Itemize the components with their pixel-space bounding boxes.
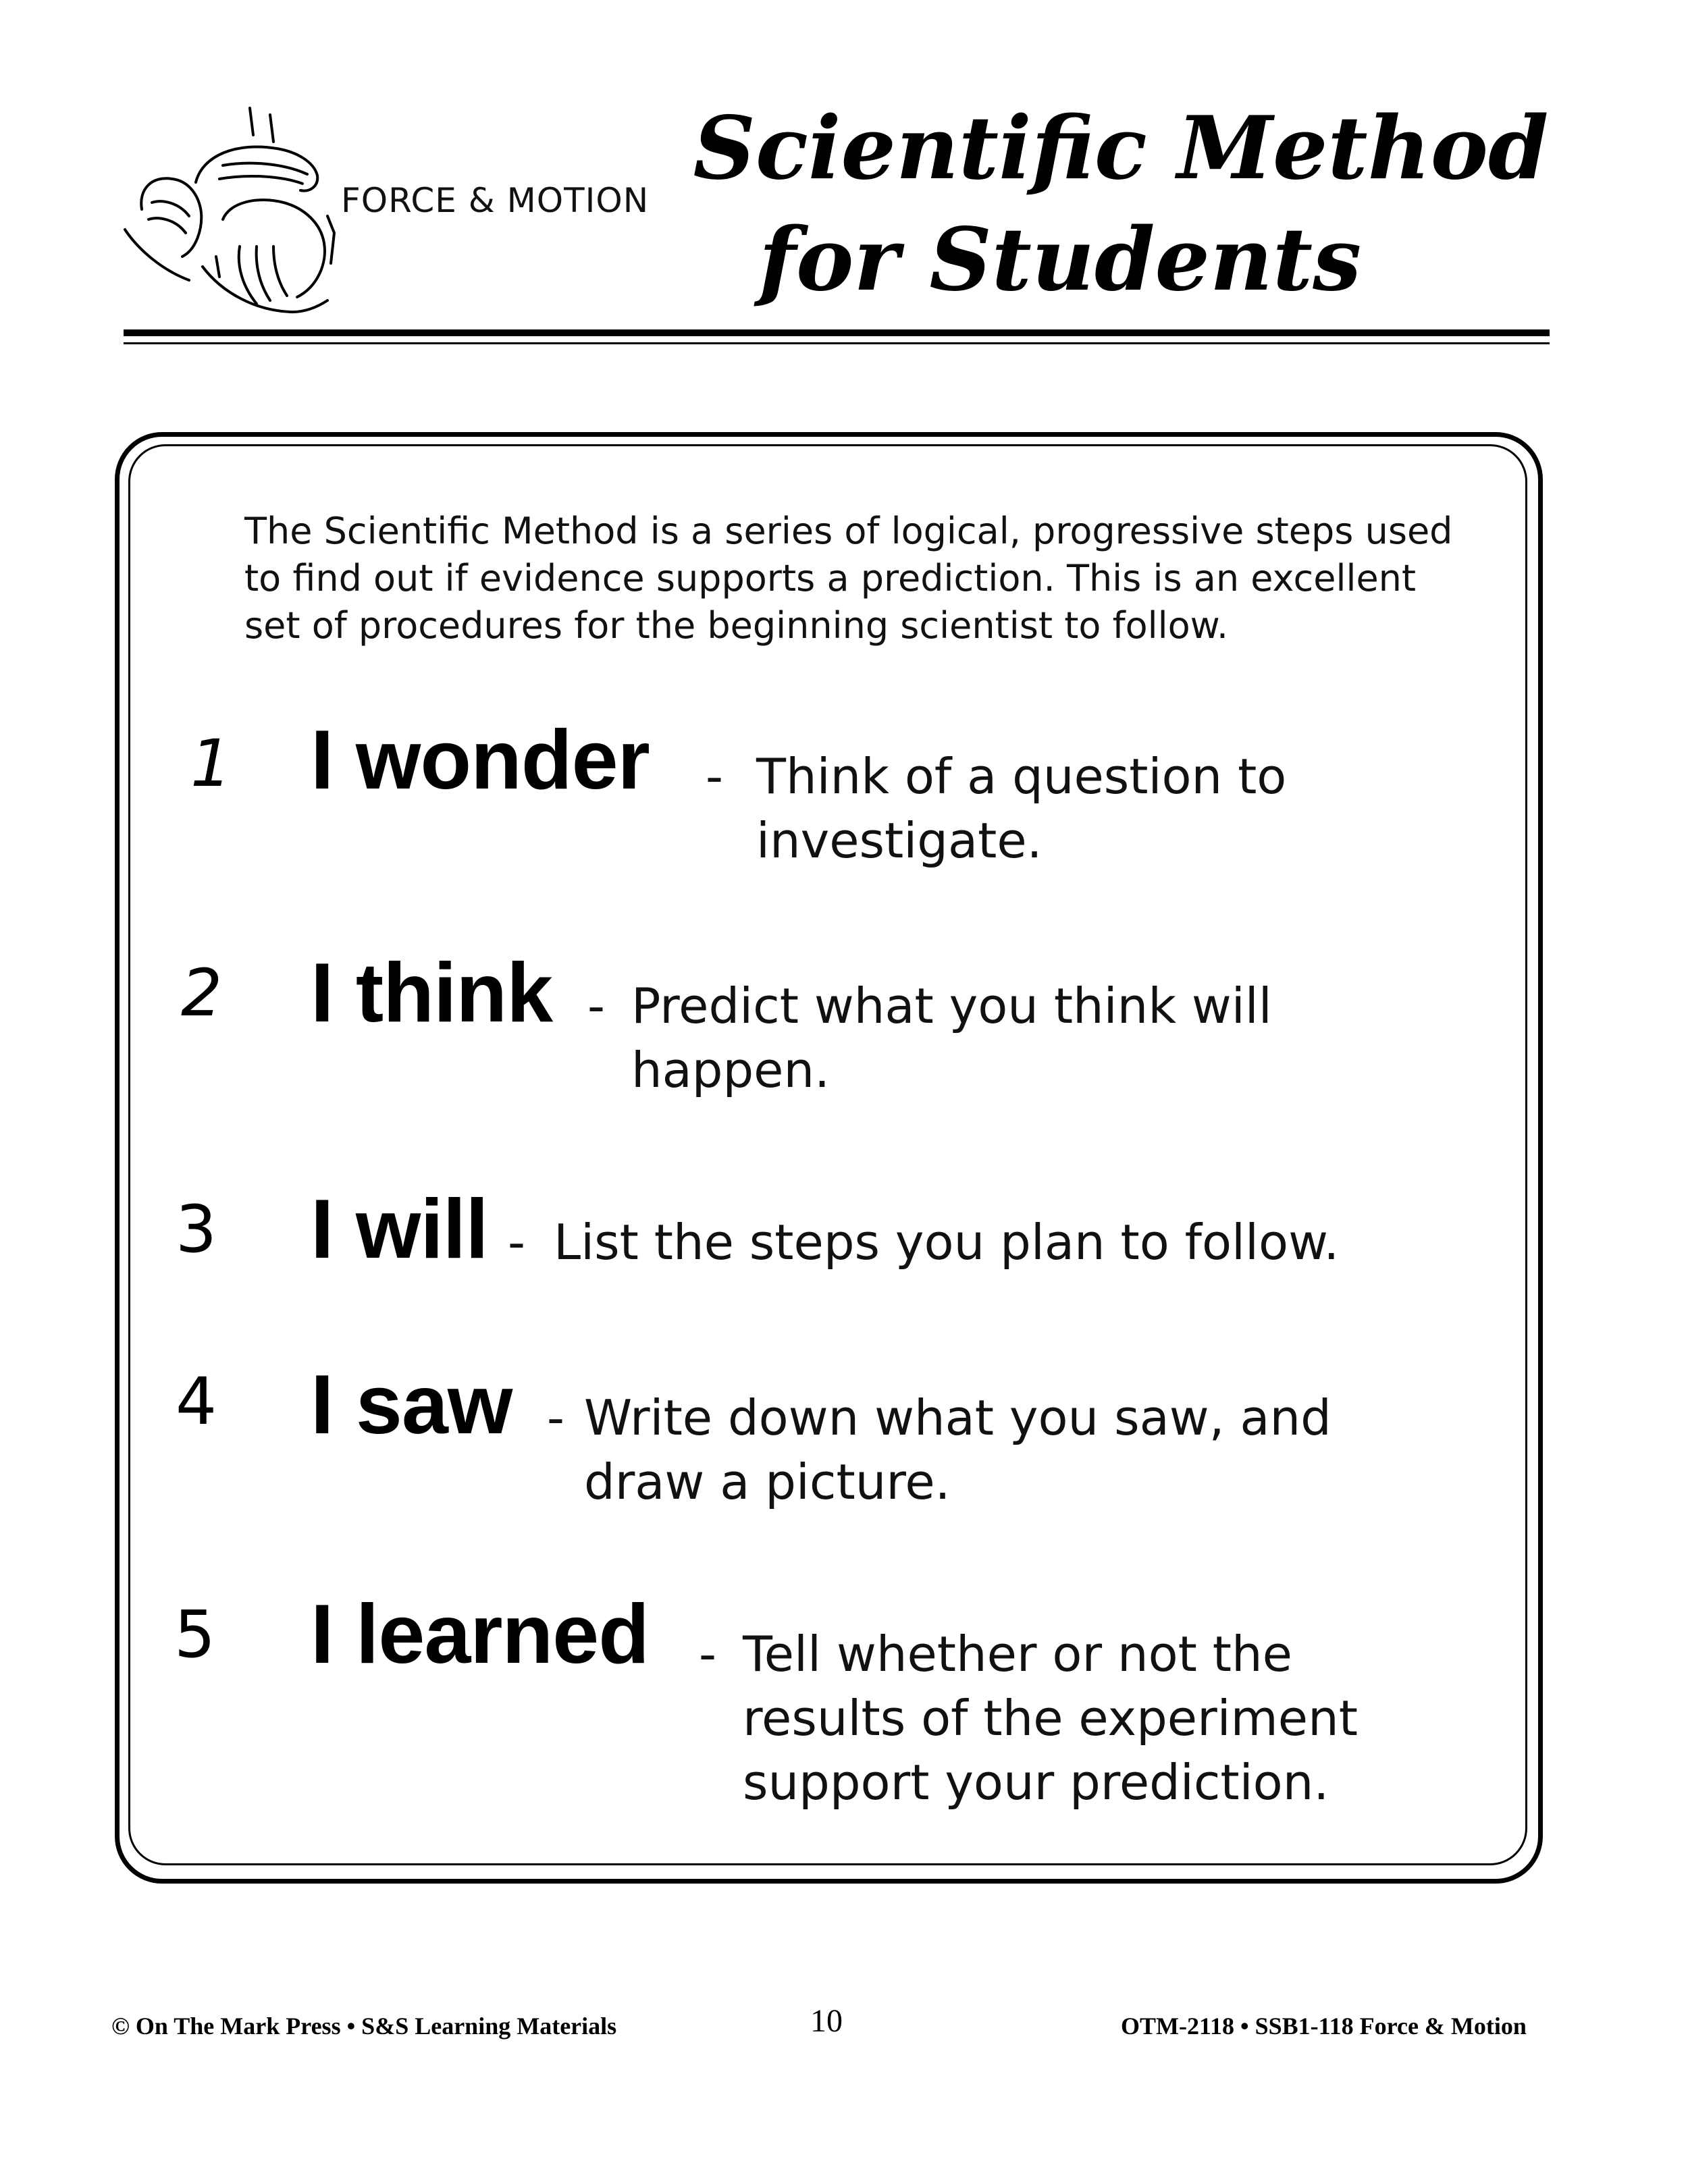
step-4-number: 4: [176, 1364, 217, 1439]
step-5-text-line3: support your prediction.: [743, 1754, 1329, 1811]
footer-copyright: © On The Mark Press • S&S Learning Materials: [111, 2013, 617, 2040]
page-title-line2: for Students: [758, 209, 1362, 311]
step-1-keyword: I wonder: [311, 714, 650, 807]
step-3-text-line1: List the steps you plan to follow.: [554, 1214, 1340, 1271]
step-2-number: 2: [181, 955, 223, 1031]
step-5-text-line1: Tell whether or not the: [743, 1626, 1292, 1682]
step-4-text-line1: Write down what you saw, and: [584, 1389, 1331, 1446]
step-1-text-line2: investigate.: [756, 812, 1043, 869]
step-2-text-line2: happen.: [631, 1042, 830, 1098]
step-5-number: 5: [174, 1597, 216, 1672]
page-number: 10: [810, 2003, 843, 2039]
unit-tag: FORCE & MOTION: [341, 181, 650, 220]
step-1-number: 1: [190, 726, 232, 801]
step-4-dash: -: [547, 1389, 564, 1446]
page-title-line1: Scientific Method: [693, 98, 1549, 199]
hands-clasped-icon: [122, 101, 344, 324]
footer-product-code: OTM-2118 • SSB1-118 Force & Motion: [1121, 2013, 1527, 2040]
step-2-keyword: I think: [311, 947, 553, 1040]
step-5-keyword: I learned: [311, 1588, 649, 1681]
step-1-text-line1: Think of a question to: [756, 748, 1287, 805]
header-rule-thick: [124, 329, 1550, 336]
step-3-keyword: I will: [311, 1183, 488, 1276]
intro-paragraph: The Scientific Method is a series of logical, progressive steps used to find out if evidence supports a prediction. This is an excellent set of procedures for the beginning scientist to follow.: [244, 510, 1453, 647]
header-rule-thin: [124, 342, 1550, 344]
step-5-text-line2: results of the experiment: [743, 1690, 1358, 1747]
step-4-text-line2: draw a picture.: [584, 1454, 951, 1510]
step-2-dash: -: [587, 978, 605, 1034]
step-4-keyword: I saw: [311, 1358, 512, 1451]
step-5-dash: -: [699, 1626, 716, 1682]
step-2-text-line1: Predict what you think will: [631, 978, 1272, 1034]
step-1-dash: -: [706, 748, 723, 805]
step-3-dash: -: [508, 1214, 525, 1271]
step-3-number: 3: [176, 1192, 217, 1267]
